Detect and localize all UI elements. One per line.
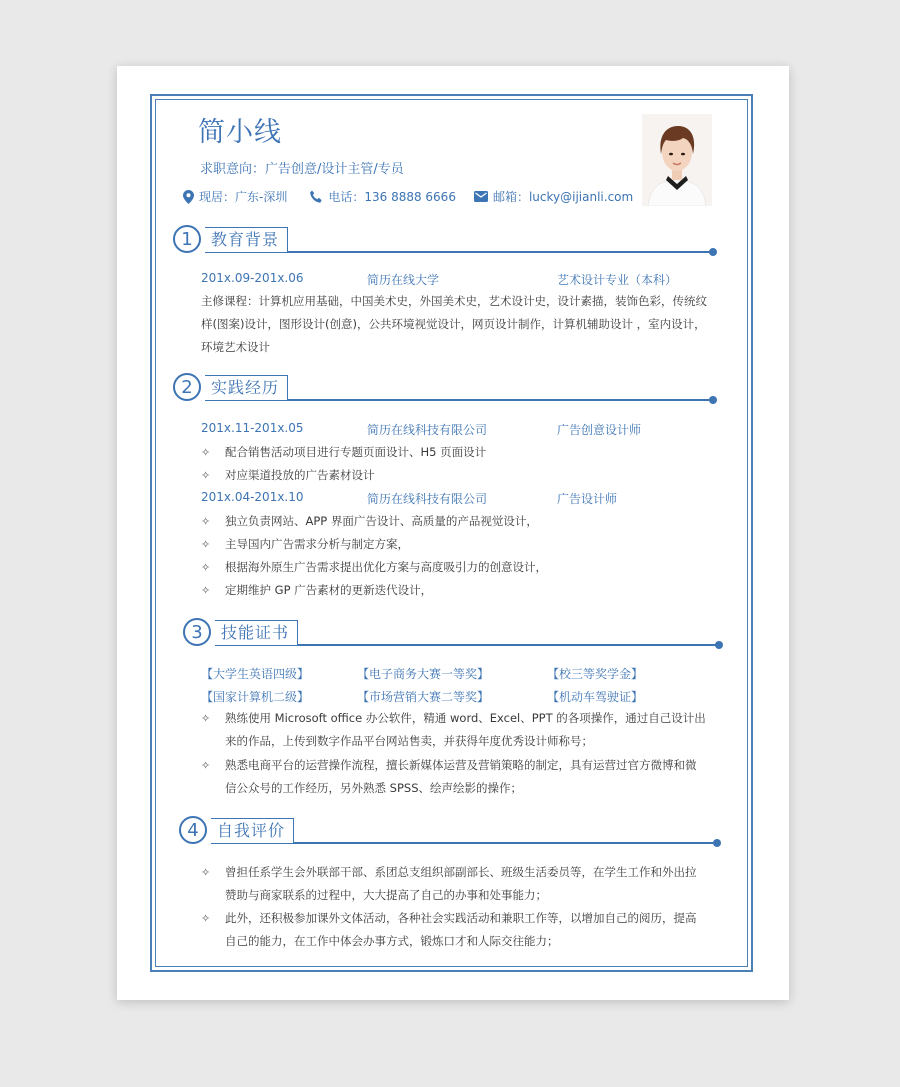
bullet-icon: ✧: [201, 469, 211, 482]
list-item: ✧ 熟练使用 Microsoft office 办公软件，精通 word、Excel、PPT 的各项操作，通过自己设计出 来的作品，上传到数字作品平台网站售卖，并获得年度优秀设计师称号；: [201, 707, 721, 753]
bullet-icon: ✧: [201, 866, 211, 879]
experience-company: 简历在线科技有限公司: [367, 492, 488, 506]
section-evaluation-header: [179, 816, 721, 850]
bullet-icon: ✧: [201, 584, 211, 597]
phone-icon: [309, 190, 323, 204]
list-item: ✧ 定期维护 GP 广告素材的更新迭代设计，: [201, 579, 721, 602]
phone-contact: [309, 188, 456, 205]
education-period: 201x.09-201x.06: [201, 271, 304, 285]
section-experience-header: [173, 373, 717, 407]
section-title: 教育背景: [205, 227, 288, 253]
profile-photo: [642, 114, 712, 206]
list-item: ✧ 熟悉电商平台的运营操作流程，擅长新媒体运营及营销策略的制定，具有运营过官方微博和微 信公众号的工作经历，另外熟悉 SPSS、绘声绘影的操作；: [201, 754, 721, 800]
phone-text: 电话：136 8888 6666: [328, 190, 456, 204]
skill-tag: 【机动车驾驶证】: [547, 690, 644, 704]
list-item: ✧ 独立负责网站、APP 界面广告设计、高质量的产品视觉设计，: [201, 510, 721, 533]
bullet-icon: ✧: [201, 515, 211, 528]
experience-role: 广告设计师: [557, 492, 618, 506]
job-intent: 求职意向：广告创意/设计主管/专员: [200, 162, 404, 177]
section-title: 实践经历: [205, 375, 288, 401]
section-title: 自我评价: [211, 818, 294, 844]
experience-company: 简历在线科技有限公司: [367, 423, 488, 437]
section-dot: [709, 248, 717, 256]
course-line: 环境艺术设计: [201, 340, 270, 354]
email-contact[interactable]: [474, 188, 633, 205]
location-pin-icon: [183, 190, 194, 204]
experience-period: 201x.04-201x.10: [201, 490, 304, 504]
experience-row: [201, 490, 721, 506]
candidate-name: 简小线: [198, 117, 282, 148]
section-dot: [715, 641, 723, 649]
skill-tag: 【电子商务大赛一等奖】: [357, 667, 490, 681]
contact-row: [183, 188, 651, 205]
list-item: ✧ 对应渠道投放的广告素材设计: [201, 464, 721, 487]
skill-tags: [201, 665, 721, 709]
skill-tag: 【大学生英语四级】: [201, 667, 310, 681]
bullet-icon: ✧: [201, 759, 211, 772]
course-line: 样(图案)设计，图形设计(创意)，公共环境视觉设计，网页设计制作，计算机辅助设计 ，室内设计，: [201, 317, 706, 331]
list-item: ✧ 根据海外原生广告需求提出优化方案与高度吸引力的创意设计，: [201, 556, 721, 579]
skill-tag: 【校三等奖学金】: [547, 667, 644, 681]
skill-tag: 【国家计算机二级】: [201, 690, 310, 704]
location-text: 现居：广东-深圳: [199, 190, 288, 204]
skill-tag: 【市场营销大赛二等奖】: [357, 690, 490, 704]
education-row: [201, 271, 721, 287]
bullet-icon: ✧: [201, 561, 211, 574]
list-item: ✧ 此外，还积极参加课外文体活动，各种社会实践活动和兼职工作等，以增加自己的阅历，提高 自己的能力，在工作中体会办事方式，锻炼口才和人际交往能力；: [201, 907, 721, 953]
experience-role: 广告创意设计师: [557, 423, 642, 437]
education-major: 艺术设计专业（本科）: [557, 273, 678, 287]
list-item: ✧ 主导国内广告需求分析与制定方案，: [201, 533, 721, 556]
bullet-icon: ✧: [201, 712, 211, 725]
section-number: 4: [179, 816, 207, 844]
bullet-icon: ✧: [201, 912, 211, 925]
section-education-header: [173, 225, 717, 259]
section-skills-header: [183, 618, 723, 652]
list-item: ✧ 配合销售活动项目进行专题页面设计、H5 页面设计: [201, 441, 721, 464]
section-dot: [709, 396, 717, 404]
email-text[interactable]: 邮箱：lucky@ijianli.com: [492, 190, 634, 204]
section-number: 1: [173, 225, 201, 253]
bullet-icon: ✧: [201, 446, 211, 459]
list-item: ✧ 曾担任系学生会外联部干部、系团总支组织部副部长、班级生活委员等，在学生工作和外出拉 赞助与商家联系的过程中，大大提高了自己的办事和处事能力；: [201, 861, 721, 907]
mail-icon: [474, 191, 488, 202]
section-number: 3: [183, 618, 211, 646]
section-dot: [713, 839, 721, 847]
location-contact: [183, 188, 287, 205]
education-school: 简历在线大学: [367, 273, 440, 287]
experience-period: 201x.11-201x.05: [201, 421, 304, 435]
section-title: 技能证书: [215, 620, 298, 646]
resume-page: [117, 66, 789, 1000]
bullet-icon: ✧: [201, 538, 211, 551]
course-line: 主修课程：计算机应用基础，中国美术史，外国美术史，艺术设计史，设计素描，装饰色彩，传统纹: [201, 294, 707, 308]
experience-row: [201, 421, 721, 437]
education-courses: [201, 290, 731, 359]
section-number: 2: [173, 373, 201, 401]
